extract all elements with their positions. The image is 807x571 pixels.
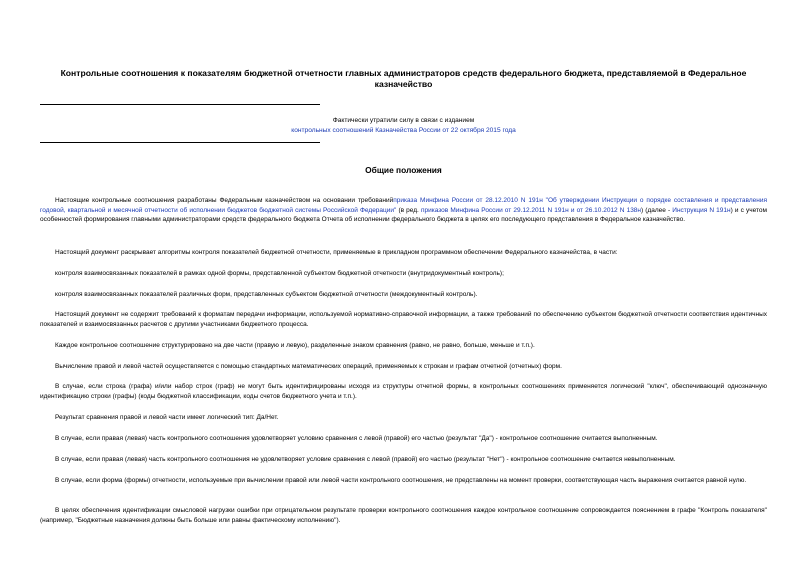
paragraph: В целях обеспечения идентификации смысловой нагрузки ошибки при отрицательном результате проверки контрольного соотношения каждое контрольное соотношение сопровождается пояснением в графе "Контроль показателя" (например, "Бюджетные назначения должны быть больше или равны фактическому исполнению"). <box>40 507 767 524</box>
paragraph: В случае, если правая (левая) часть контрольного соотношения удовлетворяет условию сравнения с левой (правой) его частью (результат "Да") - контрольное соотношение считается выполненным. <box>55 435 658 442</box>
intro-text-1: Настоящие контрольные соотношения разработаны Федеральным казначейством на основании требований <box>55 197 394 204</box>
section-heading: Общие положения <box>365 165 442 175</box>
intro-text-4: ) и с учетом особенностей формирования главными администраторами средств федерального бюджета Отчета об исполнении федерального бюджета в целях его последующего представления в Федеральное казначейство. <box>40 206 767 224</box>
paragraph: контроля взаимосвязанных показателей различных форм, представленных субъектом бюджетной отчетности (междокументный контроль). <box>55 291 478 298</box>
status-note-link[interactable]: контрольных соотношений Казначейства России от 22 октября 2015 года <box>291 127 516 134</box>
status-note-text: Фактически утратили силу в связи с изданием <box>332 117 475 124</box>
divider-bottom <box>40 142 320 143</box>
instruction-191n-link[interactable]: Инструкция N 191н <box>672 206 731 214</box>
paragraph: Каждое контрольное соотношение структурировано на две части (правую и левую), разделенные знаком сравнения (равно, не равно, больше, меньше и т.п.). <box>55 342 535 349</box>
status-note-link-row <box>40 126 767 136</box>
intro-text-2: (в ред. <box>396 206 421 214</box>
document-title: Контрольные соотношения к показателям бюджетной отчетности главных администраторов средств федерального бюджета, представляемой в Федеральное казначейство <box>60 68 747 89</box>
amending-orders-link[interactable]: приказов Минфина России от 29.12.2011 N 191н и от 26.10.2012 N 138н <box>420 206 642 214</box>
intro-text-3: ) (далее - <box>641 206 673 214</box>
paragraph: Настоящий документ раскрывает алгоритмы контроля показателей бюджетной отчетности, применяемые в прикладном программном обеспечении Федерального казначейства, в части: <box>55 249 618 256</box>
paragraph: Вычисление правой и левой частей осуществляется с помощью стандартных математических операций, применяемых к строкам и графам отчетной (отчетных) форм. <box>55 363 562 370</box>
paragraph: Настоящий документ не содержит требований к форматам передачи информации, используемой нормативно-справочной информации, а также требований по обеспечению субъектом бюджетной отчетности соответствия идентичных показателей и взаимосвязанных расчетов с другими участниками бюджетного процесса. <box>40 311 767 328</box>
paragraph: контроля взаимосвязанных показателей в рамках одной формы, представленной субъектом бюджетной отчетности (внутридокументный контроль); <box>55 270 504 277</box>
intro-paragraph <box>40 196 767 225</box>
paragraph: Результат сравнения правой и левой части имеет логический тип: Да/Нет. <box>55 414 279 421</box>
divider-top <box>40 104 320 105</box>
order-191n-link[interactable]: приказа Минфина России от 28.12.2010 N 191н "Об утверждении Инструкции о порядке составления и представления годовой, квартальной и месячной отчетности об исполнении бюджетов бюджетной системы Российской Федерации" <box>40 197 767 214</box>
paragraph: В случае, если форма (формы) отчетности, используемые при вычислении правой или левой части контрольного соотношения, не представлены на момент проверки, соответствующая часть выражения считается равной нулю. <box>55 477 747 484</box>
paragraph: В случае, если строка (графа) и/или набор строк (граф) не могут быть идентифицированы исходя из структуры отчетной формы, в контрольных соотношениях применяется логический "ключ", обеспечивающий однозначную идентификацию строки (графы) (коды бюджетной классификации, коды счетов бюджетного учета и т.п.). <box>40 383 767 400</box>
paragraph: В случае, если правая (левая) часть контрольного соотношения не удовлетворяет условие сравнения с левой (правой) его частью (результат "Нет") - контрольное соотношение считается невыполненным. <box>55 456 676 463</box>
